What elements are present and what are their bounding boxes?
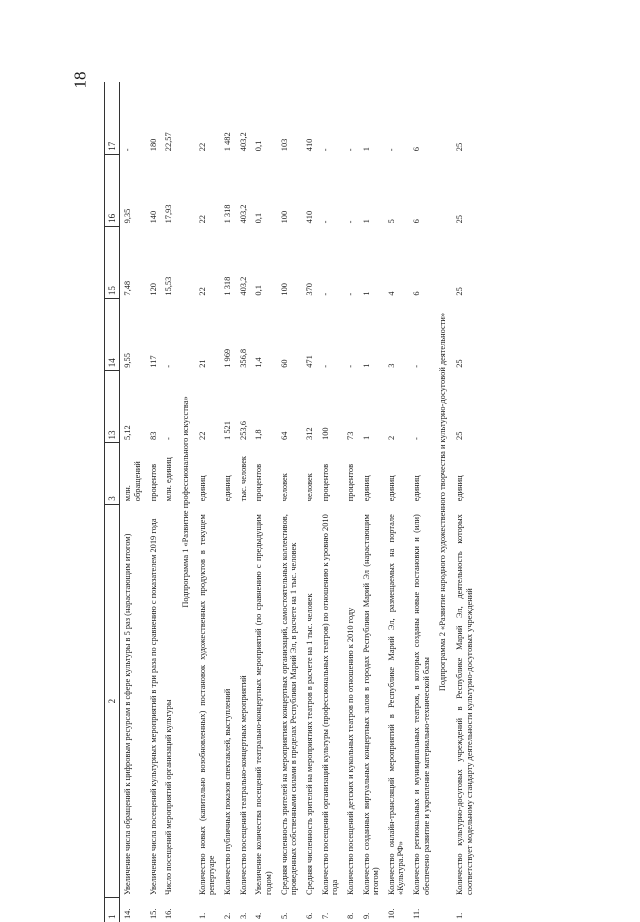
- row-number: 15.: [148, 908, 158, 919]
- value-col-17: -: [345, 148, 355, 152]
- value-col-16: 5: [386, 219, 396, 224]
- subprogram-2-title: Подпрограмма 2 «Развитие народного художественного творчества и культурно-досуговой деятельности»: [438, 312, 448, 692]
- row-number: 1.: [197, 912, 207, 919]
- value-col-15: 25: [455, 287, 465, 296]
- value-col-16: 0,1: [254, 212, 264, 224]
- row-number: 11.: [412, 908, 422, 919]
- table-row: [120, 82, 146, 922]
- value-col-15: 7,48: [123, 280, 133, 296]
- value-col-17: 410: [304, 138, 314, 152]
- value-col-15: 4: [386, 291, 396, 296]
- row-number: 5.: [279, 912, 289, 919]
- value-col-17: 103: [279, 138, 289, 152]
- header-cell: 14: [105, 299, 120, 371]
- header-row: [105, 82, 120, 922]
- value-col-16: 9,35: [123, 208, 133, 224]
- value-col-14: 117: [148, 355, 158, 368]
- value-col-16: -: [320, 220, 330, 224]
- header-cell: 13: [105, 371, 120, 443]
- value-col-13: 5,12: [123, 425, 133, 440]
- value-col-13: 83: [148, 431, 158, 440]
- unit-cell: процентов: [254, 463, 264, 502]
- table-row: [161, 82, 177, 922]
- value-col-15: 370: [304, 283, 314, 296]
- row-number: 10.: [386, 908, 396, 919]
- indicator-name: Увеличение количества посещений театрально-концертных мероприятий (по сравнению с предыдущим годом): [254, 514, 273, 895]
- value-col-14: 3: [386, 363, 396, 368]
- value-col-16: 100: [279, 210, 289, 224]
- indicator-name: Количество онлайн-трансляций мероприятий в Республике Марий Эл, размещаемых на портале «Культура.РФ»: [386, 514, 406, 895]
- value-col-16: 1 318: [222, 204, 232, 224]
- value-col-13: 22: [197, 431, 207, 440]
- value-col-13: -: [412, 437, 422, 440]
- value-col-13: 73: [345, 431, 355, 440]
- row-number: 14.: [123, 908, 133, 919]
- value-col-15: 1: [361, 291, 371, 296]
- row-number: 7.: [320, 912, 330, 919]
- value-col-14: 21: [197, 359, 207, 368]
- table-row: [318, 82, 343, 922]
- rotated-table-area: [104, 82, 574, 922]
- unit-cell: тыс. человек: [238, 456, 248, 502]
- value-col-13: 100: [320, 427, 330, 440]
- unit-cell: процентов: [345, 463, 355, 502]
- row-number: 8.: [345, 912, 355, 919]
- value-col-15: 22: [197, 287, 207, 296]
- value-col-13: 1: [361, 435, 371, 440]
- table-row: [251, 82, 276, 922]
- value-col-14: 1 969: [222, 348, 232, 368]
- unit-cell: единиц: [222, 475, 232, 502]
- value-col-17: 6: [412, 147, 422, 152]
- value-col-13: 1 521: [222, 421, 232, 440]
- indicator-name: Средняя численность зрителей на мероприятиях театров в расчете на 1 тыс. человек: [304, 593, 314, 895]
- unit-cell: единиц: [455, 475, 465, 502]
- unit-cell: процентов: [320, 463, 330, 502]
- unit-cell: человек: [304, 473, 314, 502]
- row-number: 1.: [455, 912, 465, 919]
- table-row: [409, 82, 434, 922]
- indicator-name: Количество региональных и муниципальных театров, в которых созданы новые постановки и (или) обеспечено развитие и укрепление материально-технической базы: [412, 514, 431, 895]
- indicator-name: Средняя численность зрителей на мероприятиях концертных организаций, самостоятельных коллективов, проведенных собственными силами в пределах Республики Марий Эл, в расчете на 1 тыс. человек: [279, 514, 299, 895]
- unit-cell: процентов: [148, 463, 158, 502]
- value-col-17: 22,57: [164, 132, 174, 152]
- value-col-14: 25: [455, 359, 465, 368]
- row-number: 2.: [222, 912, 232, 919]
- indicator-name: Увеличение числа обращений к цифровым ресурсам в сфере культуры в 5 раз (нарастающим итогом): [123, 533, 133, 895]
- value-col-14: 1: [361, 363, 371, 368]
- table-row: [146, 82, 162, 922]
- value-col-16: 140: [148, 210, 158, 224]
- value-col-15: 6: [412, 291, 422, 296]
- table-row: [277, 82, 302, 922]
- table-row: [236, 82, 252, 922]
- value-col-16: 410: [304, 210, 314, 224]
- row-number: 4.: [254, 912, 264, 919]
- indicator-name: Количество новых (капитально возобновленных) постановок художественных продуктов в текущем репертуаре: [197, 514, 217, 895]
- value-col-13: 312: [304, 427, 314, 440]
- table-row: [452, 82, 477, 922]
- table-row: [384, 82, 409, 922]
- value-col-17: 180: [148, 138, 158, 152]
- indicator-name: Увеличение числа посещений культурных мероприятий в три раза по сравнению с показателем 2019 года: [148, 518, 158, 895]
- value-col-17: -: [123, 148, 133, 152]
- row-number: 9.: [361, 912, 371, 919]
- value-col-15: -: [320, 292, 330, 296]
- unit-cell: человек: [279, 473, 289, 502]
- value-col-15: 0,1: [254, 285, 264, 296]
- value-col-17: 0,1: [254, 140, 264, 152]
- indicator-name: Количество публичных показов спектаклей, выступлений: [222, 688, 232, 895]
- value-col-14: 9,55: [123, 353, 133, 368]
- header-cell: 1: [105, 898, 120, 922]
- indicators-table: [104, 82, 477, 922]
- header-cell: 3: [105, 443, 120, 504]
- value-col-17: 403,2: [238, 132, 248, 152]
- header-cell: 2: [105, 504, 120, 898]
- value-col-16: 1: [361, 219, 371, 224]
- page-number: 18: [70, 71, 90, 89]
- value-col-13: 2: [386, 435, 396, 440]
- value-col-16: 22: [197, 215, 207, 224]
- value-col-17: 22: [197, 142, 207, 152]
- value-col-14: 471: [304, 355, 314, 368]
- header-cell: 16: [105, 154, 120, 226]
- indicator-name: Количество посещений организаций культуры (профессиональных театров) по отношению к уровню 2010 года: [320, 514, 340, 895]
- row-number: 16.: [164, 908, 174, 919]
- value-col-16: 17,93: [164, 204, 174, 224]
- value-col-16: 25: [455, 215, 465, 224]
- unit-cell: единиц: [197, 475, 207, 502]
- subprogram-1-title: Подпрограмма 1 «Развитие профессионального искусства»: [180, 396, 190, 608]
- value-col-13: 1,8: [254, 429, 264, 440]
- header-cell: 15: [105, 226, 120, 298]
- value-col-14: 60: [279, 359, 289, 368]
- indicator-name: Количество культурно-досуговых учреждений в Республике Марий Эл, деятельность которых соответствует модельному стандарту деятельности культурно-досуговых учреждений: [455, 514, 474, 895]
- indicator-name: Количество посещений детских и кукольных театров по отношению к 2010 году: [345, 607, 355, 895]
- indicator-name: Количество посещений театрально-концертных мероприятий: [238, 675, 248, 895]
- value-col-15: 100: [279, 283, 289, 296]
- table-row: [343, 82, 359, 922]
- header-cell: 17: [105, 82, 120, 154]
- value-col-17: -: [320, 148, 330, 152]
- value-col-16: -: [345, 220, 355, 224]
- value-col-13: 25: [455, 431, 465, 440]
- value-col-14: 1,4: [254, 357, 264, 368]
- value-col-15: 120: [148, 283, 158, 296]
- indicator-name: Количество созданных виртуальных концертных залов в городах Республики Марий Эл (нарастающим итогом): [361, 514, 381, 895]
- value-col-13: 64: [279, 431, 289, 440]
- value-col-15: 403,2: [238, 276, 248, 296]
- value-col-14: -: [164, 364, 174, 368]
- value-col-17: 1 482: [222, 132, 232, 152]
- table-row: [359, 82, 384, 922]
- value-col-14: -: [412, 364, 422, 368]
- value-col-13: -: [164, 437, 174, 440]
- value-col-15: 15,53: [164, 276, 174, 296]
- row-number: 3.: [238, 912, 248, 919]
- value-col-14: -: [345, 364, 355, 368]
- indicator-name: Число посещений мероприятий организаций культуры: [164, 699, 174, 895]
- value-col-17: 1: [361, 147, 371, 152]
- value-col-15: 1 318: [222, 276, 232, 296]
- unit-cell: единиц: [386, 475, 396, 502]
- unit-cell: единиц: [412, 475, 422, 502]
- value-col-17: -: [386, 148, 396, 152]
- value-col-13: 253,6: [238, 421, 248, 440]
- value-col-15: -: [345, 292, 355, 296]
- unit-cell: единиц: [361, 475, 371, 502]
- unit-cell: млн. обращений: [123, 461, 142, 502]
- value-col-16: 403,2: [238, 204, 248, 224]
- unit-cell: млн. единиц: [164, 457, 174, 502]
- table-row: [220, 82, 236, 922]
- value-col-17: 25: [455, 142, 465, 152]
- table-row: [302, 82, 318, 922]
- row-number: 6.: [304, 912, 314, 919]
- table-row: [195, 82, 220, 922]
- value-col-14: 356,8: [238, 348, 248, 368]
- value-col-14: -: [320, 364, 330, 368]
- value-col-16: 6: [412, 219, 422, 224]
